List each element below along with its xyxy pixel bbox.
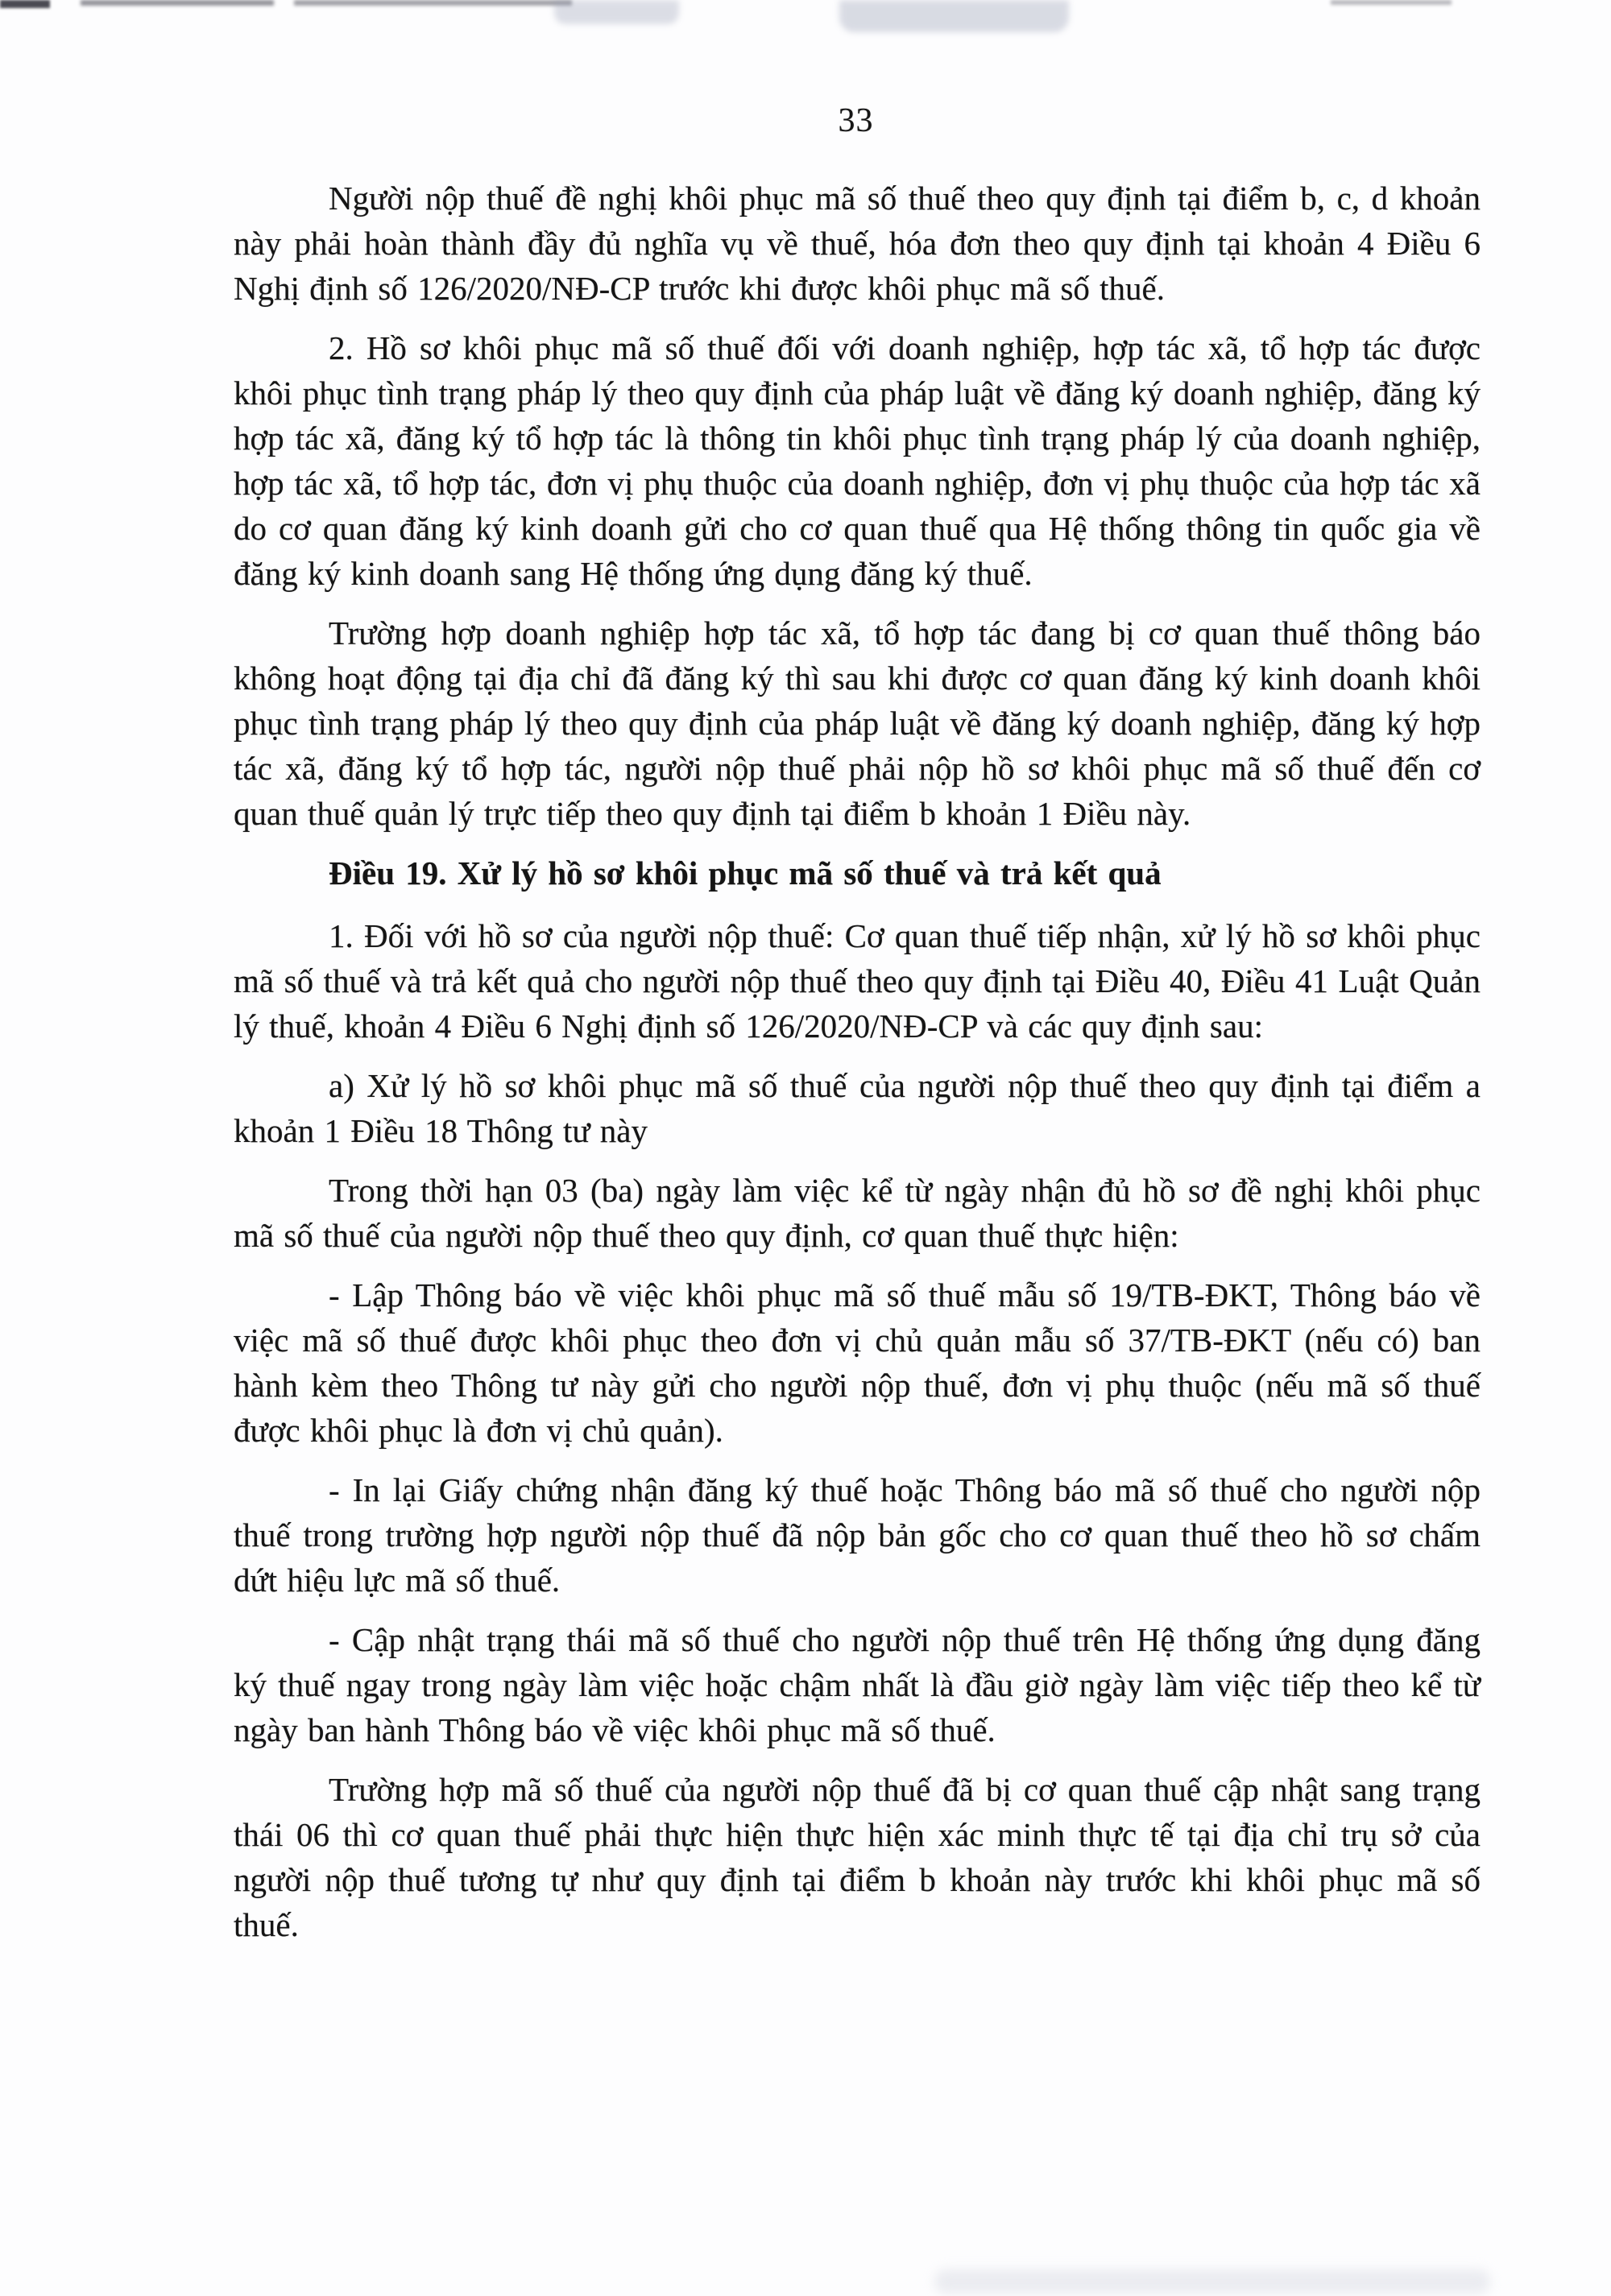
scan-artifact bbox=[0, 0, 50, 8]
paragraph-clause-1-processing: 1. Đối với hồ sơ của người nộp thuế: Cơ quan thuế tiếp nhận, xử lý hồ sơ khôi phục mã số thuế và trả kết quả cho người nộp thuế theo quy định tại Điều 40, Điều 41 Luật Quản lý thuế, khoản 4 Điều 6 Nghị định số 126/2020/NĐ-CP và các quy định sau: bbox=[234, 917, 1481, 1045]
article-19-heading: Điều 19. Xử lý hồ sơ khôi phục mã số thuế và trả kết quả bbox=[329, 854, 1162, 892]
paragraph-inactive-address-case: Trường hợp doanh nghiệp hợp tác xã, tổ hợp tác đang bị cơ quan thuế thông báo không hoạt động tại địa chỉ đã đăng ký thì sau khi được cơ quan đăng ký kinh doanh khôi phục tình trạng pháp lý theo quy định của pháp luật về đăng ký doanh nghiệp, đăng ký hợp tác xã, đăng ký tổ hợp tác, người nộp thuế phải nộp hồ sơ khôi phục mã số thuế đến cơ quan thuế quản lý trực tiếp theo quy định tại điểm b khoản 1 Điều này. bbox=[234, 614, 1481, 832]
page-number: 33 bbox=[838, 102, 874, 139]
scan-artifact bbox=[839, 0, 1069, 32]
scan-artifact bbox=[81, 0, 274, 6]
paragraph-point-a: a) Xử lý hồ sơ khôi phục mã số thuế của người nộp thuế theo quy định tại điểm a khoản 1 Điều 18 Thông tư này bbox=[234, 1067, 1481, 1149]
paragraph-update-status: - Cập nhật trạng thái mã số thuế cho người nộp thuế trên Hệ thống ứng dụng đăng ký thuế ngay trong ngày làm việc hoặc chậm nhất là đầu giờ ngày làm việc tiếp theo kể từ ngày ban hành Thông báo về việc khôi phục mã số thuế. bbox=[234, 1621, 1481, 1748]
paragraph-clause-2-dossier: 2. Hồ sơ khôi phục mã số thuế đối với doanh nghiệp, hợp tác xã, tổ hợp tác được khôi phục tình trạng pháp lý theo quy định của pháp luật về đăng ký doanh nghiệp, đăng ký hợp tác xã, đăng ký tổ hợp tác là thông tin khôi phục tình trạng pháp lý của doanh nghiệp, hợp tác xã, tổ hợp tác, đơn vị phụ thuộc của doanh nghiệp, đơn vị phụ thuộc của hợp tác xã do cơ quan đăng ký kinh doanh gửi cho cơ quan thuế qua Hệ thống thông tin quốc gia về đăng ký kinh doanh sang Hệ thống ứng dụng đăng ký thuế. bbox=[234, 329, 1481, 592]
paragraph-notice-19tb-dkt: - Lập Thông báo về việc khôi phục mã số thuế mẫu số 19/TB-ĐKT, Thông báo về việc mã số thuế được khôi phục theo đơn vị chủ quản mẫu số 37/TB-ĐKT (nếu có) ban hành kèm theo Thông tư này gửi cho người nộp thuế, đơn vị phụ thuộc (nếu mã số thuế được khôi phục là đơn vị chủ quản). bbox=[234, 1276, 1481, 1449]
paragraph-reprint-certificate: - In lại Giấy chứng nhận đăng ký thuế hoặc Thông báo mã số thuế cho người nộp thuế trong trường hợp người nộp thuế đã nộp bản gốc cho cơ quan thuế theo hồ sơ chấm dứt hiệu lực mã số thuế. bbox=[234, 1471, 1481, 1599]
paragraph-three-day-deadline: Trong thời hạn 03 (ba) ngày làm việc kể từ ngày nhận đủ hồ sơ đề nghị khôi phục mã số thuế của người nộp thuế theo quy định, cơ quan thuế thực hiện: bbox=[234, 1172, 1481, 1254]
scan-artifact bbox=[554, 0, 679, 24]
paragraph-status-06-verification: Trường hợp mã số thuế của người nộp thuế đã bị cơ quan thuế cập nhật sang trạng thái 06 thì cơ quan thuế phải thực hiện thực hiện xác minh thực tế tại địa chỉ trụ sở của người nộp thuế tương tự như quy định tại điểm b khoản này trước khi khôi phục mã số thuế. bbox=[234, 1771, 1481, 1943]
scan-artifact bbox=[934, 2269, 1490, 2294]
document-body bbox=[234, 176, 1481, 1962]
paragraph-taxpayer-obligation: Người nộp thuế đề nghị khôi phục mã số thuế theo quy định tại điểm b, c, d khoản này phải hoàn thành đầy đủ nghĩa vụ về thuế, hóa đơn theo quy định tại khoản 4 Điều 6 Nghị định số 126/2020/NĐ-CP trước khi được khôi phục mã số thuế. bbox=[234, 180, 1481, 307]
scan-artifact bbox=[294, 0, 572, 6]
scan-artifact bbox=[1331, 0, 1452, 5]
